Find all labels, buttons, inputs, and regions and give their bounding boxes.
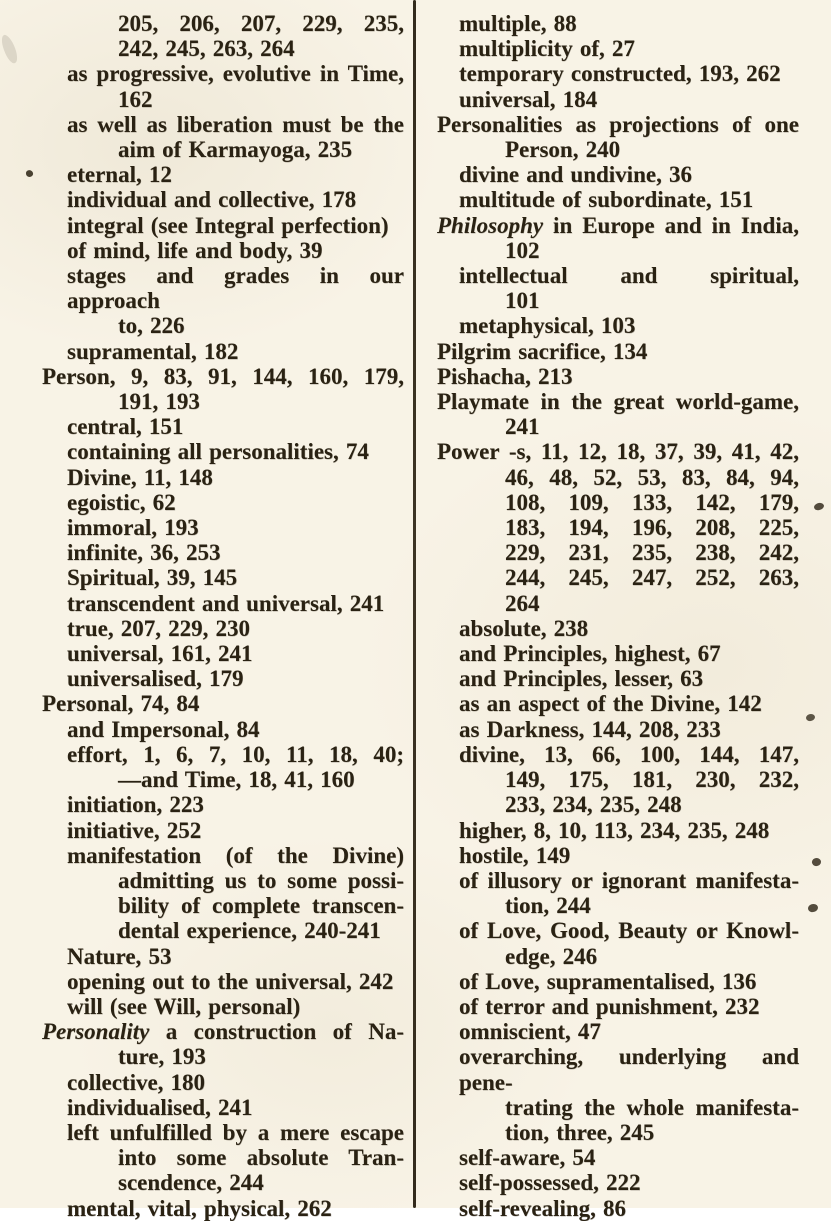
index-entry	[42, 515, 404, 540]
index-line: as Darkness, 144, 208, 233	[459, 716, 721, 742]
italic-headword: Personality	[42, 1019, 150, 1045]
index-column-left	[42, 11, 404, 1221]
index-line: Pilgrim sacrifice, 134	[437, 338, 648, 364]
index-line: of Love, Good, Beauty or Knowl-	[459, 918, 799, 944]
index-entry	[437, 11, 799, 36]
index-line: divine and undivine, 36	[459, 162, 692, 188]
index-entry	[42, 641, 404, 666]
index-entry	[437, 213, 799, 263]
index-line: Philosophy in Europe and in India,	[437, 212, 799, 238]
index-line: initiation, 223	[67, 792, 204, 818]
index-line: and Principles, lesser, 63	[459, 666, 704, 692]
index-entry	[437, 742, 799, 818]
index-entry	[42, 187, 404, 212]
index-line: 264	[505, 590, 540, 616]
index-entry	[42, 1019, 404, 1069]
index-entry	[437, 868, 799, 918]
index-line: 233, 234, 235, 248	[505, 792, 682, 818]
index-entry	[437, 1196, 799, 1221]
index-line: 242, 245, 263, 264	[118, 36, 295, 62]
index-line: effort, 1, 6, 7, 10, 11, 18, 40;	[67, 741, 404, 767]
index-entry	[42, 339, 404, 364]
index-entry	[42, 565, 404, 590]
index-line: opening out to the universal, 242	[67, 968, 394, 994]
index-line: universal, 161, 241	[67, 641, 253, 667]
index-entry	[437, 87, 799, 112]
index-line: —and Time, 18, 41, 160	[118, 767, 355, 793]
index-line: egoistic, 62	[67, 489, 176, 515]
index-line: collective, 180	[67, 1069, 206, 1095]
index-line: Person, 240	[505, 137, 621, 163]
index-entry	[42, 994, 404, 1019]
index-entry	[437, 112, 799, 162]
index-entry	[42, 1095, 404, 1120]
index-line: temporary constructed, 193, 262	[459, 61, 781, 87]
index-line: 162	[118, 86, 153, 112]
index-line: of terror and punishment, 232	[459, 993, 760, 1019]
index-line: Person, 9, 83, 91, 144, 160, 179,	[42, 363, 404, 389]
index-line: 183, 194, 196, 208, 225,	[505, 515, 799, 541]
index-line: self-possessed, 222	[459, 1170, 641, 1196]
index-line: individual and collective, 178	[67, 187, 357, 213]
index-entry	[437, 263, 799, 313]
index-entry	[437, 1145, 799, 1170]
index-line: as progressive, evolutive in Time,	[67, 61, 404, 87]
index-line: eternal, 12	[67, 162, 172, 188]
index-entry	[42, 414, 404, 439]
index-entry	[437, 439, 799, 615]
index-line: Spiritual, 39, 145	[67, 565, 238, 591]
index-entry	[437, 313, 799, 338]
index-line: multiplicity of, 27	[459, 36, 635, 62]
index-entry	[437, 1019, 799, 1044]
index-entry	[42, 263, 404, 339]
index-line: immoral, 193	[67, 515, 199, 541]
index-entry	[437, 818, 799, 843]
index-line: of mind, life and body, 39	[67, 237, 323, 263]
index-line: universalised, 179	[67, 666, 244, 692]
index-entry	[437, 616, 799, 641]
index-entry	[42, 944, 404, 969]
index-line: initiative, 252	[67, 817, 202, 843]
ink-speck	[813, 502, 825, 512]
index-entry	[437, 641, 799, 666]
index-entry	[437, 1170, 799, 1195]
index-entry	[42, 213, 404, 238]
index-line: divine, 13, 66, 100, 144, 147,	[459, 741, 799, 767]
index-line: of Love, supramentalised, 136	[459, 968, 757, 994]
index-entry	[42, 439, 404, 464]
index-line: Personalities as projections of one	[437, 111, 799, 137]
index-line: 191, 193	[118, 389, 200, 415]
index-line: tion, three, 245	[505, 1119, 655, 1145]
index-entry	[42, 465, 404, 490]
index-line: as well as liberation must be the	[67, 111, 404, 137]
index-line: absolute, 238	[459, 615, 589, 641]
index-line: 46, 48, 52, 53, 83, 84, 94,	[505, 464, 799, 490]
index-line: central, 151	[67, 414, 184, 440]
index-line: individualised, 241	[67, 1094, 253, 1120]
index-entry	[42, 742, 404, 792]
index-entry	[437, 969, 799, 994]
index-entry	[437, 666, 799, 691]
index-line: transcendent and universal, 241	[67, 590, 385, 616]
index-entry	[42, 238, 404, 263]
index-line: Pishacha, 213	[437, 363, 573, 389]
italic-headword: Philosophy	[437, 212, 544, 238]
index-line: Divine, 11, 148	[67, 464, 213, 490]
index-entry	[437, 994, 799, 1019]
index-line: manifestation (of the Divine)	[67, 842, 404, 868]
index-line: ture, 193	[118, 1044, 206, 1070]
index-entry	[42, 61, 404, 111]
index-entry	[437, 364, 799, 389]
index-line: Personal, 74, 84	[42, 691, 200, 717]
index-entry	[42, 792, 404, 817]
index-line: aim of Karmayoga, 235	[118, 137, 353, 163]
index-entry	[42, 717, 404, 742]
index-line: 149, 175, 181, 230, 232,	[505, 767, 799, 793]
index-line: 102	[505, 237, 540, 263]
index-line: as an aspect of the Divine, 142	[459, 691, 762, 717]
index-entry	[437, 843, 799, 868]
index-line: mental, vital, physical, 262	[67, 1195, 332, 1221]
index-line: multiple, 88	[459, 11, 577, 36]
index-entry	[42, 112, 404, 162]
index-entry	[437, 339, 799, 364]
index-entry	[42, 11, 404, 61]
index-entry	[437, 61, 799, 86]
index-line: Personality a construction of Na-	[42, 1019, 404, 1045]
index-line: 205, 206, 207, 229, 235,	[118, 11, 404, 36]
index-line: dental experience, 240-241	[118, 918, 381, 944]
index-line: overarching, underlying and pene-	[459, 1044, 799, 1095]
column-divider-rule	[413, 0, 416, 1208]
index-line: omniscient, 47	[459, 1019, 601, 1045]
index-line: higher, 8, 10, 113, 234, 235, 248	[459, 817, 770, 843]
index-entry	[42, 691, 404, 716]
index-line: self-aware, 54	[459, 1145, 596, 1171]
index-line: Nature, 53	[67, 943, 172, 969]
index-entry	[42, 490, 404, 515]
index-line: supramental, 182	[67, 338, 239, 364]
index-line: and Principles, highest, 67	[459, 641, 721, 667]
index-line: intellectual and spiritual,	[459, 263, 799, 289]
index-column-right	[437, 11, 799, 1221]
ink-speck	[25, 169, 34, 178]
index-line: trating the whole manifesta-	[505, 1094, 799, 1120]
index-entry	[42, 818, 404, 843]
index-line: 229, 231, 235, 238, 242,	[505, 540, 799, 566]
index-line: tion, 244	[505, 893, 591, 919]
index-entry	[42, 540, 404, 565]
index-line: stages and grades in our approach	[67, 263, 404, 314]
index-line: containing all personalities, 74	[67, 439, 369, 465]
index-entry	[437, 691, 799, 716]
index-line: will (see Will, personal)	[67, 993, 301, 1019]
index-line: bility of complete transcen-	[118, 893, 404, 919]
index-line: scendence, 244	[118, 1170, 264, 1196]
index-line: integral (see Integral perfection)	[67, 212, 389, 238]
index-entry	[42, 1196, 404, 1221]
index-entry	[42, 616, 404, 641]
index-entry	[437, 36, 799, 61]
index-entry	[437, 717, 799, 742]
index-line: to, 226	[118, 313, 185, 339]
index-entry	[42, 666, 404, 691]
index-entry	[42, 162, 404, 187]
index-line: 241	[505, 414, 540, 440]
index-entry	[42, 969, 404, 994]
index-entry	[42, 591, 404, 616]
ink-speck	[0, 33, 20, 65]
index-line: Power -s, 11, 12, 18, 37, 39, 41, 42,	[437, 439, 799, 465]
index-entry	[42, 1120, 404, 1196]
index-line: hostile, 149	[459, 842, 571, 868]
index-entry	[42, 364, 404, 414]
index-line: 101	[505, 288, 540, 314]
index-line: multitude of subordinate, 151	[459, 187, 754, 213]
index-entry	[437, 918, 799, 968]
index-line: left unfulfilled by a mere escape	[67, 1119, 404, 1145]
index-line: into some absolute Tran-	[118, 1145, 404, 1171]
index-line: and Impersonal, 84	[67, 716, 260, 742]
index-entry	[437, 162, 799, 187]
index-line: metaphysical, 103	[459, 313, 636, 339]
index-line: infinite, 36, 253	[67, 540, 221, 566]
ink-speck	[811, 857, 822, 868]
index-line: self-revealing, 86	[459, 1195, 627, 1221]
index-entry	[437, 389, 799, 439]
index-entry	[42, 1070, 404, 1095]
index-line: true, 207, 229, 230	[67, 615, 251, 641]
index-entry	[42, 843, 404, 944]
index-line: admitting us to some possi-	[118, 867, 404, 893]
ink-speck	[807, 903, 819, 914]
index-line: 108, 109, 133, 142, 179,	[505, 489, 799, 515]
index-line: Playmate in the great world-game,	[437, 389, 799, 415]
index-line: of illusory or ignorant manifesta-	[459, 867, 799, 893]
index-line: 244, 245, 247, 252, 263,	[505, 565, 799, 591]
index-line: universal, 184	[459, 86, 598, 112]
index-entry	[437, 1044, 799, 1145]
index-line: edge, 246	[505, 943, 598, 969]
index-entry	[437, 187, 799, 212]
ink-speck	[805, 713, 816, 723]
